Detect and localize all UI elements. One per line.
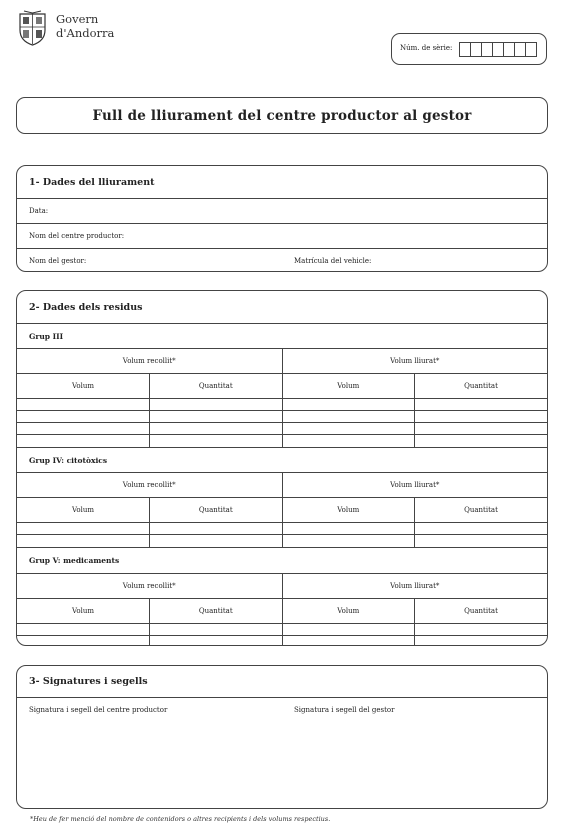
coat-of-arms-logo [16, 10, 49, 46]
table-cell[interactable] [282, 423, 415, 435]
footnote: *Heu de fer menció del nombre de contenidors o altres recipients i dels volums respectius. [30, 815, 331, 823]
table-cell[interactable] [415, 624, 548, 636]
producer-signature-area[interactable] [17, 698, 282, 809]
serial-number-label: Núm. de sèrie: [400, 44, 453, 52]
col-volume: Volum [17, 498, 150, 523]
table-cell[interactable] [282, 636, 415, 647]
table-cell[interactable] [415, 423, 548, 435]
table-cell[interactable] [415, 435, 548, 448]
table-cell[interactable] [17, 636, 150, 647]
group-4-table [17, 472, 547, 548]
delivered-volume-header: Volum lliurat* [282, 574, 547, 599]
table-cell[interactable] [150, 411, 283, 423]
table-cell[interactable] [415, 535, 548, 548]
logo-line-2: d'Andorra [56, 26, 115, 40]
group-5-label: Grup V: medicaments [29, 556, 120, 565]
date-label: Data: [29, 207, 49, 215]
section-waste-data [16, 290, 548, 646]
manager-signature-area[interactable] [282, 698, 547, 809]
table-cell[interactable] [17, 624, 150, 636]
table-row [17, 411, 547, 423]
table-row [17, 399, 547, 411]
serial-number-field[interactable] [459, 42, 537, 57]
table-cell[interactable] [282, 399, 415, 411]
manager-name-field[interactable] [17, 257, 282, 265]
manager-name-label: Nom del gestor: [29, 257, 87, 265]
vehicle-plate-field[interactable] [282, 257, 547, 265]
table-cell[interactable] [415, 523, 548, 535]
producer-name-field[interactable] [17, 223, 547, 248]
logo-line-1: Govern [56, 12, 99, 26]
table-cell[interactable] [282, 523, 415, 535]
group-3-table [17, 348, 547, 448]
section-1-heading: 1- Dades del lliurament [29, 176, 155, 188]
section-2-heading: 2- Dades dels residus [29, 301, 143, 313]
table-row [17, 636, 547, 647]
col-quantity: Quantitat [415, 599, 548, 624]
table-cell[interactable] [17, 535, 150, 548]
table-cell[interactable] [17, 435, 150, 448]
delivered-volume-header: Volum lliurat* [282, 473, 547, 498]
table-row [17, 535, 547, 548]
table-cell[interactable] [150, 423, 283, 435]
table-cell[interactable] [282, 535, 415, 548]
group-5-table [17, 573, 547, 646]
table-cell[interactable] [150, 636, 283, 647]
collected-volume-header: Volum recollit* [17, 349, 282, 374]
table-cell[interactable] [17, 423, 150, 435]
col-quantity: Quantitat [150, 374, 283, 399]
date-field[interactable] [17, 198, 547, 223]
table-cell[interactable] [150, 523, 283, 535]
table-cell[interactable] [415, 636, 548, 647]
table-row [17, 523, 547, 535]
collected-volume-header: Volum recollit* [17, 574, 282, 599]
col-volume: Volum [17, 599, 150, 624]
col-volume: Volum [282, 374, 415, 399]
table-row [17, 624, 547, 636]
table-cell[interactable] [150, 435, 283, 448]
producer-signature-label: Signatura i segell del centre productor [29, 706, 168, 714]
logo-wordmark [56, 12, 114, 40]
col-quantity: Quantitat [415, 498, 548, 523]
col-quantity: Quantitat [415, 374, 548, 399]
producer-name-label: Nom del centre productor: [29, 232, 125, 240]
delivered-volume-header: Volum lliurat* [282, 349, 547, 374]
collected-volume-header: Volum recollit* [17, 473, 282, 498]
section-delivery-data [16, 165, 548, 272]
group-4-label: Grup IV: citotòxics [29, 455, 108, 465]
col-volume: Volum [282, 498, 415, 523]
table-cell[interactable] [415, 411, 548, 423]
table-cell[interactable] [282, 624, 415, 636]
vehicle-plate-label: Matrícula del vehicle: [294, 257, 372, 265]
table-cell[interactable] [282, 411, 415, 423]
table-cell[interactable] [17, 399, 150, 411]
col-quantity: Quantitat [150, 599, 283, 624]
group-3-label: Grup III [17, 323, 547, 348]
table-row [17, 423, 547, 435]
serial-number-box [391, 33, 547, 65]
document-title: Full de lliurament del centre productor al gestor [16, 97, 548, 134]
col-quantity: Quantitat [150, 498, 283, 523]
table-cell[interactable] [150, 399, 283, 411]
manager-signature-label: Signatura i segell del gestor [294, 706, 395, 714]
col-volume: Volum [17, 374, 150, 399]
table-row [17, 435, 547, 448]
section-3-heading: 3- Signatures i segells [29, 676, 148, 687]
table-cell[interactable] [17, 523, 150, 535]
table-cell[interactable] [17, 411, 150, 423]
table-cell[interactable] [282, 435, 415, 448]
table-cell[interactable] [415, 399, 548, 411]
section-signatures [16, 665, 548, 809]
col-volume: Volum [282, 599, 415, 624]
table-cell[interactable] [150, 535, 283, 548]
table-cell[interactable] [150, 624, 283, 636]
